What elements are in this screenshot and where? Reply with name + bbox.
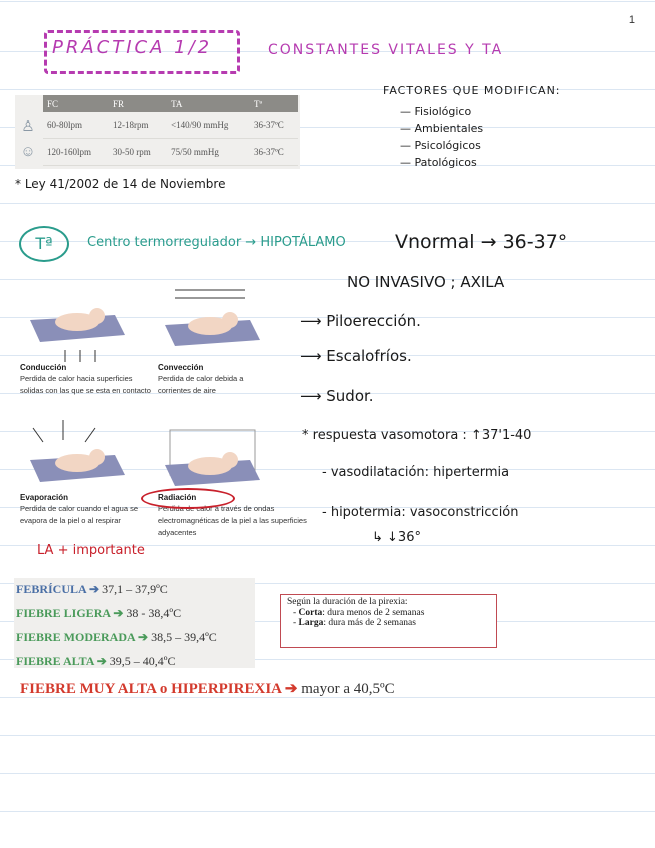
vasomotor-response: * respuesta vasomotora : ↑37'1-40 [302,428,532,443]
page-number: 1 [628,14,635,26]
conduction-caption: Conducción [20,363,67,372]
baby-icon: ☺ [20,143,36,160]
thermoregulator-center: Centro termorregulador → HIPOTÁLAMO [87,235,346,250]
fever-level-name: FIEBRE LIGERA [16,606,111,620]
hyperpyrexia-line: FIEBRE MUY ALTA o HIPERPIREXIA ➔ mayor a 40,5ºC [20,681,395,697]
response-item: ⟶ Sudor. [300,387,374,405]
radiation-caption: Radiación [158,493,197,502]
response-label: Sudor. [326,387,374,405]
duration-long-text: : dura más de 2 semanas [323,618,416,628]
fever-level-range: 38 - 38,4ºC [126,606,182,620]
table-row [43,112,298,139]
adult-icon: ♙ [21,118,35,135]
convection-caption: Convección [158,363,204,372]
response-item: ⟶ Piloerección. [300,312,421,330]
table-cell: <140/90 mmHg [167,112,250,139]
page-title: PRÁCTICA 1/2 [52,37,213,58]
factor-label: Fisiológico [414,105,472,118]
conduction-illustration [30,308,125,362]
response-label: Piloerección. [326,312,421,330]
normal-value: Vnormal → 36-37° [395,231,568,253]
fever-level-name: FEBRÍCULA [16,582,87,596]
table-cell: 12-18rpm [109,112,167,139]
factor-item: — Ambientales [400,122,484,135]
duration-long-label: Larga [298,618,324,628]
table-cell: 30-50 rpm [109,139,167,166]
radiation-illustration [165,430,260,486]
col-header-fc: FC [43,95,109,112]
duration-intro: Según la duración de la pirexia: [287,597,408,607]
evaporation-illustration [30,420,125,482]
fever-level: FEBRÍCULA ➔ 37,1 – 37,9ºC [16,582,168,596]
col-header-ta: TA [167,95,250,112]
fever-level-range: 37,1 – 37,9ºC [102,582,168,596]
factor-item: — Fisiológico [400,105,472,118]
fever-level-name: FIEBRE MODERADA [16,630,136,644]
convection-text: Perdida de calor debida a corrientes de aire [158,374,244,395]
conduction-text: Perdida de calor hacia superficies solidas con las que se esta en contacto [20,374,151,395]
hyperpyrexia-name: FIEBRE MUY ALTA o HIPERPIREXIA [20,681,282,697]
factor-label: Psicológicos [414,139,481,152]
measurement-site: NO INVASIVO ; AXILA [347,273,505,291]
duration-short-label: Corta [298,608,323,618]
table-cell: 75/50 mmHg [167,139,250,166]
table-row [43,139,298,166]
evaporation-caption: Evaporación [20,493,69,502]
table-cell: 36-37ºC [250,139,298,166]
most-important-note: LA + importante [37,543,145,558]
fever-level: FIEBRE LIGERA ➔ 38 - 38,4ºC [16,606,182,620]
table-cell: 120-160lpm [43,139,109,166]
hypothermia-threshold: ↳ ↓36° [372,530,421,545]
law-note: * Ley 41/2002 de 14 de Noviembre [15,177,226,191]
table-cell: 60-80lpm [43,112,109,139]
duration-item [293,608,496,618]
fever-level: FIEBRE MODERADA ➔ 38,5 – 39,4ºC [16,630,217,644]
hypothermia-note: - hipotermia: vasoconstricción [322,505,519,520]
radiation-text: Perdida de calor a través de ondas electromagnéticas de la piel a las superficies adyacentes [158,504,307,537]
hyperpyrexia-range: mayor a 40,5ºC [301,681,395,697]
vital-signs-table [15,95,300,169]
response-item: ⟶ Escalofríos. [300,347,412,365]
fever-level: FIEBRE ALTA ➔ 39,5 – 40,4ºC [16,654,176,668]
vasodilation-note: - vasodilatación: hipertermia [322,465,510,480]
page-subtitle: CONSTANTES VITALES Y TA [268,42,504,58]
evaporation-text: Perdida de calor cuando el agua se evapora de la piel o al respirar [20,504,139,525]
fever-duration-box [280,594,497,648]
fever-level-name: FIEBRE ALTA [16,654,94,668]
fever-level-range: 39,5 – 40,4ºC [109,654,176,668]
response-label: Escalofríos. [326,347,412,365]
convection-illustration [165,290,260,346]
col-header-temp: Tª [250,95,298,112]
col-header-fr: FR [109,95,167,112]
duration-short-text: : dura menos de 2 semanas [322,608,425,618]
duration-item [293,618,496,628]
factor-item: — Psicológicos [400,139,481,152]
radiation-highlight [141,488,235,509]
factor-item: — Patológicos [400,156,477,169]
factors-title: FACTORES QUE MODIFICAN: [383,84,561,97]
temperature-badge: Tª [19,226,69,262]
fever-level-range: 38,5 – 39,4ºC [151,630,217,644]
table-cell: 36-37ºC [250,112,298,139]
factor-label: Patológicos [414,156,477,169]
factor-label: Ambientales [414,122,484,135]
